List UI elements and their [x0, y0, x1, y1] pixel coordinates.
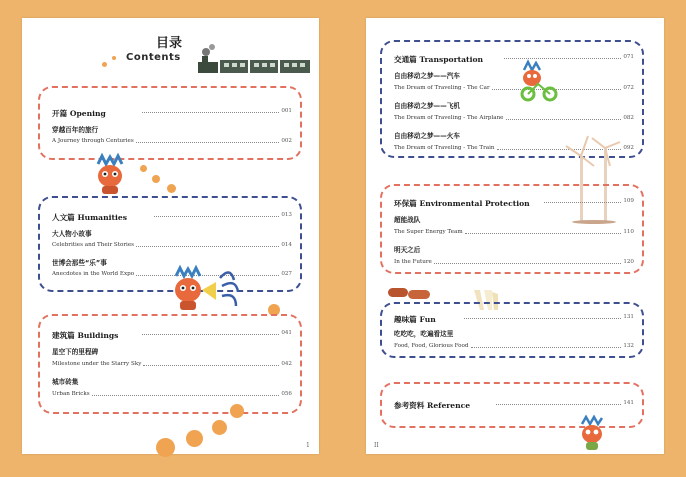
left-page [22, 18, 319, 454]
toc-entry-cn[interactable]: 世博会那些“乐”事 [52, 259, 107, 267]
page-number: 1 [306, 442, 310, 449]
toc-line: 131 [462, 314, 634, 320]
section-title[interactable]: 建筑篇 Buildings [52, 331, 119, 340]
toc-entry-en[interactable]: Anecdotes in the World Expo 027 [52, 271, 292, 277]
section-fun-box [380, 302, 644, 358]
toc-entry-cn[interactable]: 明天之后 [394, 246, 421, 254]
decor-dot [156, 438, 175, 457]
section-environment-box [380, 184, 644, 274]
section-opening-box [38, 86, 302, 160]
section-buildings-box [38, 314, 302, 414]
section-humanities-box [38, 196, 302, 292]
section-title[interactable]: 交通篇 Transportation [394, 55, 484, 64]
section-title[interactable]: 环保篇 Environmental Protection [394, 199, 530, 208]
toc-entry-cn[interactable]: 穿越百年的旅行 [52, 126, 99, 134]
toc-line: 109 [542, 198, 634, 204]
toc-entry-en[interactable]: Milestone under the Starry Sky 042 [52, 361, 292, 367]
page-number: II [374, 442, 379, 449]
toc-line: 013 [152, 212, 292, 218]
train-icon [194, 42, 316, 76]
toc-entry-en[interactable]: The Super Energy Team 110 [394, 229, 634, 235]
mascot-megaphone-icon [172, 268, 252, 314]
sausage-icon [386, 284, 432, 302]
toc-entry-cn[interactable]: 大人物小故事 [52, 230, 92, 238]
toc-line: 001 [140, 108, 292, 114]
right-page [366, 18, 664, 454]
toc-entry-cn[interactable]: 城市砖集 [52, 378, 79, 386]
decor-dot [102, 62, 107, 67]
section-title[interactable]: 趣味篇 Fun [394, 315, 436, 324]
toc-entry-cn[interactable]: 自由移动之梦——火车 [394, 132, 460, 140]
toc-entry-en[interactable]: Celebrities and Their Stories 014 [52, 242, 292, 248]
decor-dot [152, 175, 160, 183]
section-title[interactable]: 开篇 Opening [52, 109, 106, 118]
toc-entry-en[interactable]: In the Future 120 [394, 259, 634, 265]
toc-entry-en[interactable]: The Dream of Traveling - The Car 072 [394, 85, 634, 91]
toc-entry-en[interactable]: Food, Food, Glorious Food 132 [394, 343, 634, 349]
toc-entry-cn[interactable]: 自由移动之梦——飞机 [394, 102, 460, 110]
decor-dot [186, 430, 203, 447]
contents-heading-cn: 目录 [156, 36, 183, 51]
section-title[interactable]: 人文篇 Humanities [52, 213, 127, 222]
decor-dot [167, 184, 176, 193]
toc-entry-cn[interactable]: 吃吃吃，吃遍看这里 [394, 330, 454, 338]
toc-entry-cn[interactable]: 星空下的里程碑 [52, 348, 99, 356]
toc-entry-en[interactable]: The Dream of Traveling - The Airplane 082 [394, 115, 634, 121]
decor-dot [112, 56, 116, 60]
decor-dot [140, 165, 147, 172]
mascot-icon [92, 156, 132, 196]
toc-line: 141 [494, 400, 634, 406]
toc-entry-en[interactable]: The Dream of Traveling - The Train 092 [394, 145, 634, 151]
toc-entry-cn[interactable]: 超能战队 [394, 216, 421, 224]
decor-dot [230, 404, 244, 418]
mascot-icon [578, 416, 608, 452]
decor-dot [212, 420, 227, 435]
toc-entry-cn[interactable]: 自由移动之梦——汽车 [394, 72, 460, 80]
section-title[interactable]: 参考资料 Reference [394, 401, 471, 410]
toc-entry-en[interactable]: A Journey through Centuries 002 [52, 138, 292, 144]
mascot-bicycle-icon [518, 62, 562, 102]
toc-line: 071 [502, 54, 634, 60]
toc-entry-en[interactable]: Urban Bricks 056 [52, 391, 292, 397]
toc-line: 041 [140, 330, 292, 336]
contents-heading-en: Contents [126, 52, 181, 63]
